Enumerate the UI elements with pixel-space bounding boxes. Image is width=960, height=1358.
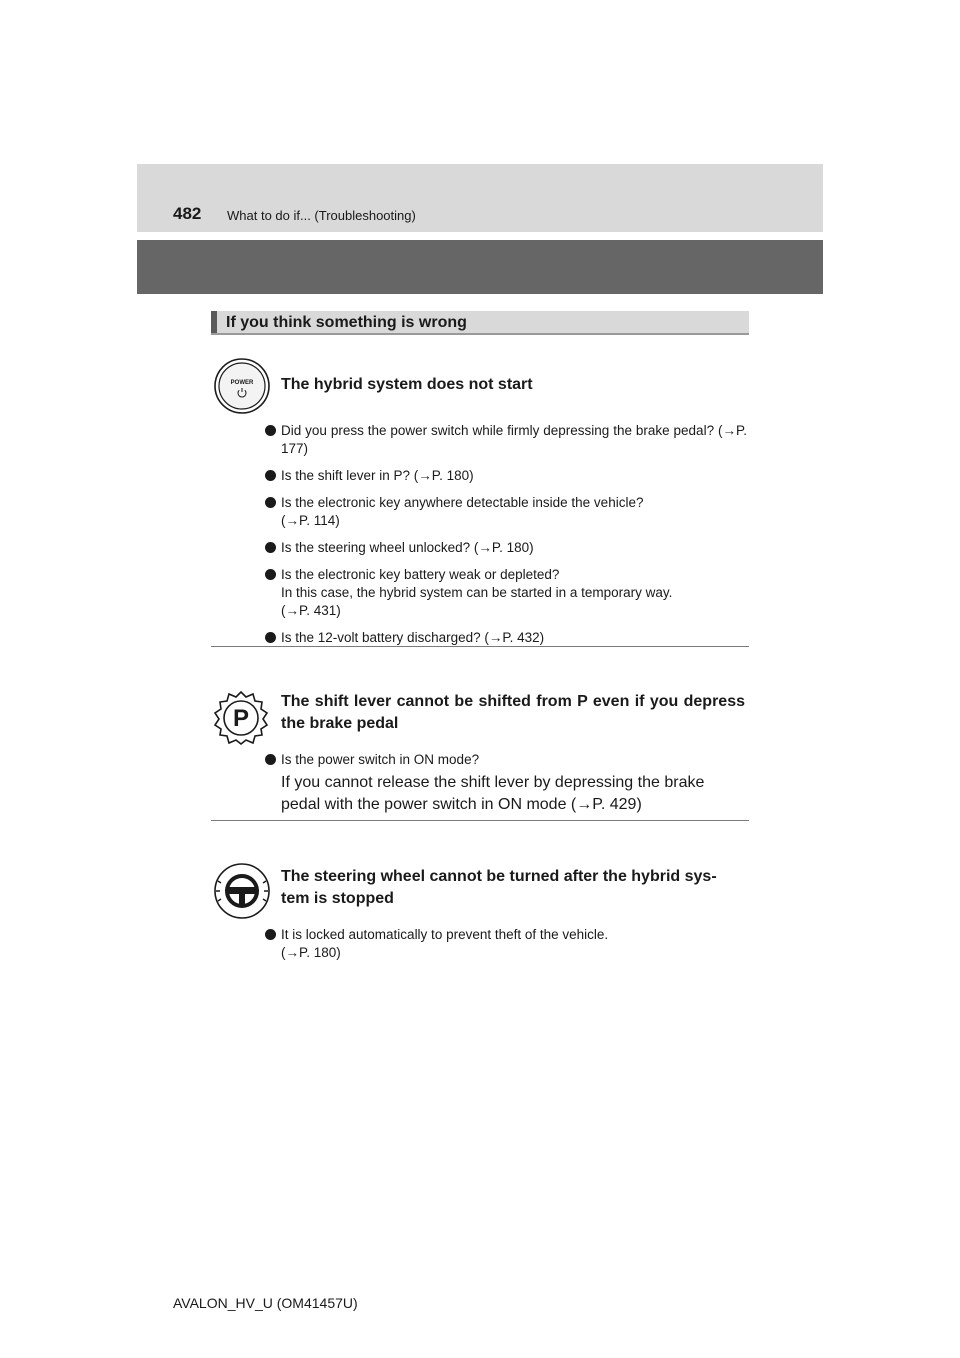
- list-item: It is locked automatically to prevent theft of the vehicle. (→P. 180): [265, 926, 747, 962]
- list-item: Is the shift lever in P? (→P. 180): [265, 467, 747, 485]
- page-number: 482: [173, 204, 202, 223]
- header-band: [137, 240, 823, 294]
- section-header: [211, 311, 749, 335]
- topic-heading: The shift lever cannot be shifted from P even if you depress the brake pedal: [281, 693, 745, 732]
- list-item: Did you press the power switch while firmly depressing the brake pedal? (→P. 177): [265, 422, 747, 458]
- divider: [211, 820, 749, 821]
- topic-items: [265, 422, 747, 656]
- power-button-icon: [213, 357, 271, 415]
- topic-items: [265, 926, 747, 971]
- power-icon-label: POWER: [230, 380, 254, 386]
- document-code: AVALON_HV_U (OM41457U): [173, 1295, 358, 1311]
- chapter-title: What to do if... (Troubleshooting): [227, 208, 416, 223]
- list-item: Is the steering wheel unlocked? (→P. 180): [265, 539, 747, 557]
- shift-icon-label: P: [232, 705, 250, 732]
- bullet-icon: [265, 929, 276, 940]
- bullet-icon: [265, 632, 276, 643]
- bullet-icon: [265, 497, 276, 508]
- bullet-icon: [265, 569, 276, 580]
- bullet-icon: [265, 425, 276, 436]
- divider: [211, 646, 749, 647]
- list-item: Is the 12-volt battery discharged? (→P. 432): [265, 629, 747, 647]
- bullet-icon: [265, 470, 276, 481]
- shift-lock-p-icon: [212, 688, 270, 746]
- list-item: Is the electronic key battery weak or depleted? In this case, the hybrid system can be started in a temporary way. (→P. 431): [265, 566, 747, 620]
- page-header: [137, 164, 823, 232]
- topic-heading: The steering wheel cannot be turned after the hybrid sys- tem is stopped: [281, 868, 717, 907]
- list-item: Is the power switch in ON mode?: [265, 751, 747, 769]
- section-header-bar: [211, 311, 217, 333]
- topic-heading: The hybrid system does not start: [281, 376, 533, 393]
- bullet-icon: [265, 542, 276, 553]
- topic-note: If you cannot release the shift lever by depressing the brake pedal with the power switch in ON mode (→P. 429): [281, 774, 705, 813]
- section-title: If you think something is wrong: [226, 314, 467, 331]
- steering-lock-icon: [212, 862, 272, 920]
- list-item: Is the electronic key anywhere detectable inside the vehicle? (→P. 114): [265, 494, 747, 530]
- bullet-icon: [265, 754, 276, 765]
